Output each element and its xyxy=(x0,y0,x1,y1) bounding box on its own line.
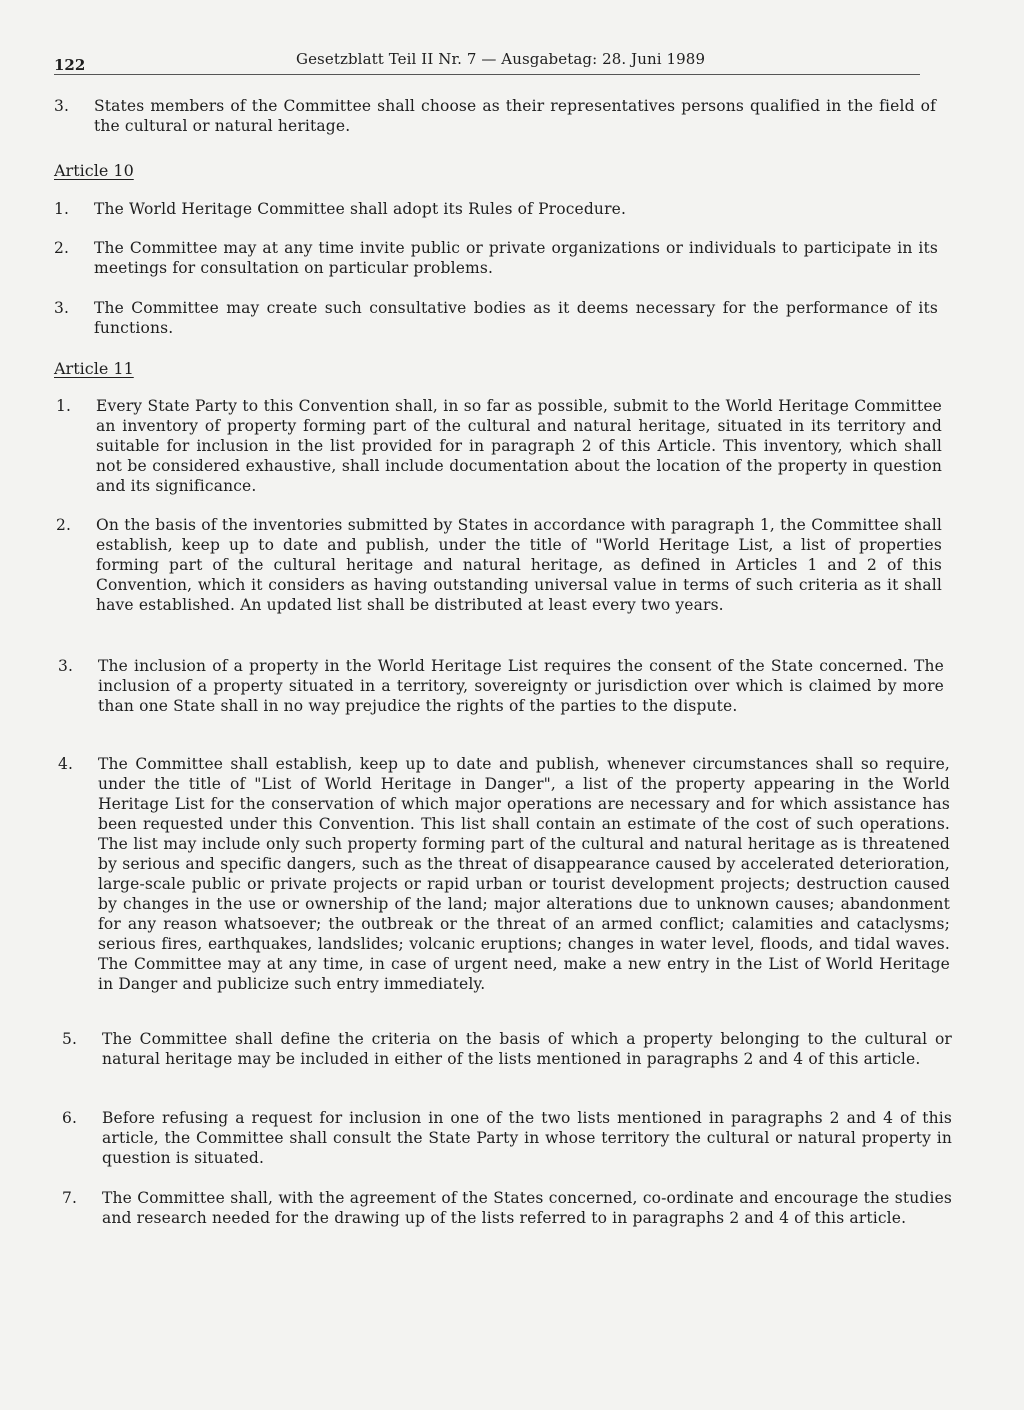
article11-heading: Article 11 xyxy=(54,359,134,378)
paragraph-text: On the basis of the inventories submitted by States in accordance with paragraph 1, the Committee shall establish, keep up to date and publish, under the title of "World Heritage List, a list of properties forming part of the cultural heritage and natural heritage, as defined in Articles 1 and 2 of this Convention, which it considers as having outstanding universal value in terms of such criteria as it shall have established. An updated list shall be distributed at least every two years. xyxy=(96,516,942,614)
paragraph-number: 1. xyxy=(56,397,72,415)
article10-paragraph-2 xyxy=(54,238,938,278)
paragraph-text: States members of the Committee shall choose as their representatives persons qualified in the field of the cultural or natural heritage. xyxy=(94,97,936,135)
paragraph-number: 1. xyxy=(54,200,70,218)
article11-paragraph-2 xyxy=(56,515,942,615)
article10-paragraph-1 xyxy=(54,199,938,219)
paragraph-number: 2. xyxy=(56,516,72,534)
page-number: 122 xyxy=(54,56,86,74)
paragraph-number: 3. xyxy=(58,657,74,675)
paragraph-number: 7. xyxy=(62,1189,78,1207)
paragraph-text: The Committee shall, with the agreement of the States concerned, co-ordinate and encourage the studies and research needed for the drawing up of the lists referred to in paragraphs 2 and 4 of this article. xyxy=(102,1189,952,1227)
article11-paragraph-6 xyxy=(62,1108,952,1168)
article11-paragraph-1 xyxy=(56,396,942,496)
paragraph-text: The inclusion of a property in the World Heritage List requires the consent of the State concerned. The inclusion of a property situated in a territory, sovereignty or jurisdiction over which is claimed by more than one State shall in no way prejudice the rights of the parties to the dispute. xyxy=(98,657,944,715)
paragraph-number: 5. xyxy=(62,1030,78,1048)
paragraph-text: The Committee may at any time invite public or private organizations or individuals to participate in its meetings for consultation on particular problems. xyxy=(94,239,938,277)
article10-paragraph-3 xyxy=(54,298,938,338)
paragraph-number: 3. xyxy=(54,299,70,317)
header-rule xyxy=(54,74,920,75)
page-header xyxy=(54,50,920,76)
paragraph-text: Every State Party to this Convention shall, in so far as possible, submit to the World Heritage Committee an inventory of property forming part of the cultural and natural heritage, situated in its territory and suitable for inclusion in the list provided for in paragraph 2 of this Article. This inventory, which shall not be considered exhaustive, shall include documentation about the location of the property in question and its significance. xyxy=(96,397,942,495)
paragraph-text: The Committee shall establish, keep up to date and publish, whenever circumstances shall so require, under the title of "List of World Heritage in Danger", a list of the property appearing in the World Heritage List for the conservation of which major operations are necessary and for which assistance has been requested under this Convention. This list shall contain an estimate of the cost of such operations. The list may include only such property forming part of the cultural and natural heritage as is threatened by serious and specific dangers, such as the threat of disappearance caused by accelerated deterioration, large-scale public or private projects or rapid urban or tourist development projects; destruction caused by changes in the use or ownership of the land; major alterations due to unknown causes; abandonment for any reason whatsoever; the outbreak or the threat of an armed conflict; calamities and cataclysms; serious fires, earthquakes, landslides; volcanic eruptions; changes in water level, floods, and tidal waves. The Committee may at any time, in case of urgent need, make a new entry in the List of World Heritage in Danger and publicize such entry immediately. xyxy=(98,755,950,993)
article11-paragraph-4 xyxy=(58,754,950,994)
paragraph-number: 2. xyxy=(54,239,70,257)
paragraph-text: The World Heritage Committee shall adopt its Rules of Procedure. xyxy=(94,200,627,218)
article9-paragraph-3 xyxy=(54,96,936,136)
paragraph-number: 3. xyxy=(54,97,70,115)
article11-paragraph-5 xyxy=(62,1029,952,1069)
article11-paragraph-3 xyxy=(58,656,944,716)
article11-paragraph-7 xyxy=(62,1188,952,1228)
paragraph-number: 4. xyxy=(58,755,74,773)
article10-heading: Article 10 xyxy=(54,161,134,180)
paragraph-text: The Committee shall define the criteria on the basis of which a property belonging to the cultural or natural heritage may be included in either of the lists mentioned in paragraphs 2 and 4 of this article. xyxy=(102,1030,952,1068)
paragraph-number: 6. xyxy=(62,1109,78,1127)
header-title: Gesetzblatt Teil II Nr. 7 — Ausgabetag: 28. Juni 1989 xyxy=(296,50,706,68)
paragraph-text: The Committee may create such consultative bodies as it deems necessary for the performance of its functions. xyxy=(94,299,938,337)
paragraph-text: Before refusing a request for inclusion in one of the two lists mentioned in paragraphs 2 and 4 of this article, the Committee shall consult the State Party in whose territory the cultural or natural property in question is situated. xyxy=(102,1109,952,1167)
